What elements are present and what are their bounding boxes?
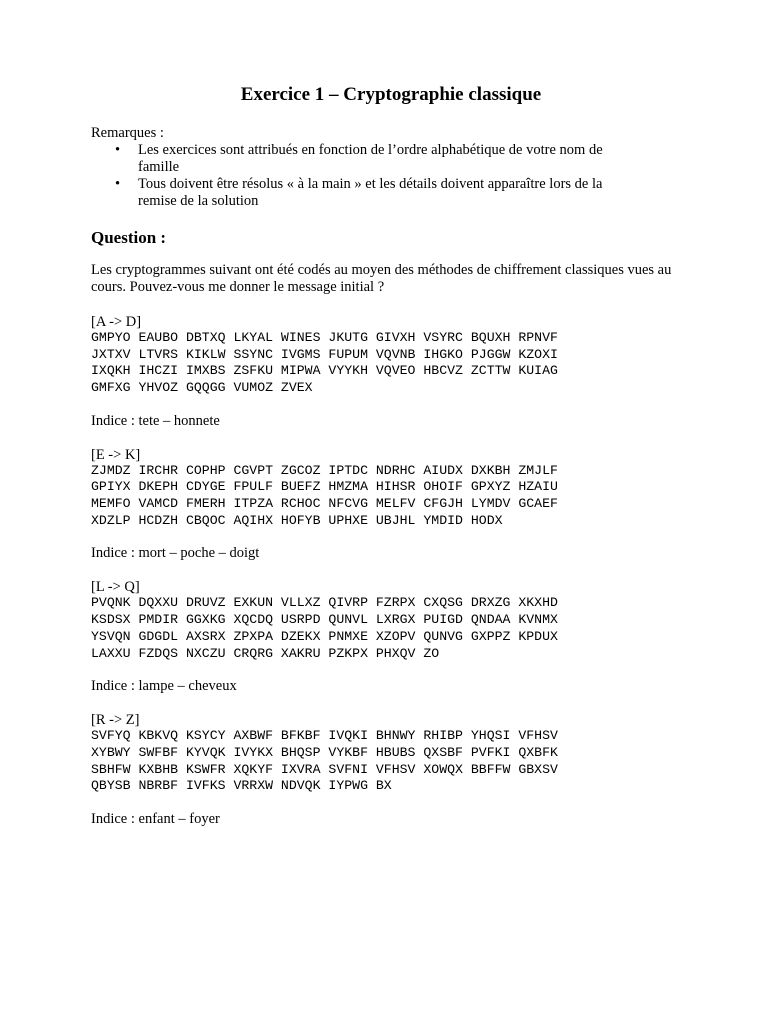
ciphertext-line: SBHFW KXBHB KSWFR XQKYF IXVRA SVFNI VFHSV XOWQX BBFFW GBXSV (91, 761, 558, 777)
document-title: Exercice 1 – Cryptographie classique (240, 84, 542, 105)
ciphertext-line: KSDSX PMDIR GGXKG XQCDQ USRPD QUNVL LXRGX PUIGD QNDAA KVNMX (91, 612, 558, 628)
cipher-range: [E -> K] (91, 446, 141, 463)
ciphertext-line: LAXXU FZDQS NXCZU CRQRG XAKRU PZKPX PHXQV ZO (91, 645, 440, 661)
ciphertext-line: XDZLP HCDZH CBQOC AQIHX HOFYB UPHXE UBJHL YMDID HODX (91, 512, 503, 528)
remarks-list (91, 142, 691, 210)
question-heading: Question : (91, 227, 167, 247)
ciphertext-line: MEMFO VAMCD FMERH ITPZA RCHOC NFCVG MELFV CFGJH LYMDV GCAEF (91, 496, 558, 512)
remarks-heading: Remarques : (91, 124, 164, 141)
ciphertext-line: GMPYO EAUBO DBTXQ LKYAL WINES JKUTG GIVXH VSYRC BQUXH RPNVF (91, 329, 558, 345)
bullet-icon: • (115, 175, 121, 192)
ciphertext-line: IXQKH IHCZI IMXBS ZSFKU MIPWA VYYKH VQVEO HBCVZ ZCTTW KUIAG (91, 363, 558, 379)
cipher-block-a-d (91, 314, 691, 430)
ciphertext-line: PVQNK DQXXU DRUVZ EXKUN VLLXZ QIVRP FZRPX CXQSG DRXZG XKXHD (91, 595, 558, 611)
ciphertext-line: YSVQN GDGDL AXSRX ZPXPA DZEKX PNMXE XZOPV QUNVG GXPPZ KPDUX (91, 628, 558, 644)
ciphertext-line: GPIYX DKEPH CDYGE FPULF BUEFZ HMZMA HIHSR OHOIF GPXYZ HZAIU (91, 479, 558, 495)
ciphertext-line: QBYSB NBRBF IVFKS VRRXW NDVQK IYPWG BX (91, 778, 392, 794)
ciphertext-line: XYBWY SWFBF KYVQK IVYKX BHQSP VYKBF HBUBS QXSBF PVFKI QXBFK (91, 744, 558, 760)
remark-item (115, 175, 638, 210)
cipher-range: [L -> Q] (91, 579, 140, 596)
cipher-block-r-z (91, 712, 691, 828)
cipher-range: [A -> D] (91, 313, 142, 330)
cipher-block-e-k (91, 447, 691, 563)
ciphertext-line: GMFXG YHVOZ GQQGG VUMOZ ZVEX (91, 379, 313, 395)
cipher-hint: Indice : tete – honnete (91, 412, 220, 429)
bullet-icon: • (115, 141, 121, 158)
ciphertext-line: ZJMDZ IRCHR COPHP CGVPT ZGCOZ IPTDC NDRHC AIUDX DXKBH ZMJLF (91, 462, 558, 478)
remark-text: Tous doivent être résolus « à la main » et les détails doivent apparaître lors de la remise de la solution (138, 175, 603, 209)
ciphertext-line: JXTXV LTVRS KIKLW SSYNC IVGMS FUPUM VQVNB IHGKO PJGGW KZOXI (91, 346, 558, 362)
ciphertext-line: SVFYQ KBKVQ KSYCY AXBWF BFKBF IVQKI BHNWY RHIBP YHQSI VFHSV (91, 728, 558, 744)
remark-text: Les exercices sont attribués en fonction de l’ordre alphabétique de votre nom de famille (138, 141, 603, 175)
cipher-block-l-q (91, 579, 691, 695)
cipher-range: [R -> Z] (91, 712, 140, 729)
cipher-hint: Indice : mort – poche – doigt (91, 545, 260, 562)
cipher-hint: Indice : lampe – cheveux (91, 678, 237, 695)
question-intro: Les cryptogrammes suivant ont été codés au moyen des méthodes de chiffrement classiques vues au cours. Pouvez-vous me donner le message initial ? (91, 261, 672, 295)
remark-item (115, 141, 638, 176)
document-page (91, 84, 691, 845)
cipher-hint: Indice : enfant – foyer (91, 811, 220, 828)
